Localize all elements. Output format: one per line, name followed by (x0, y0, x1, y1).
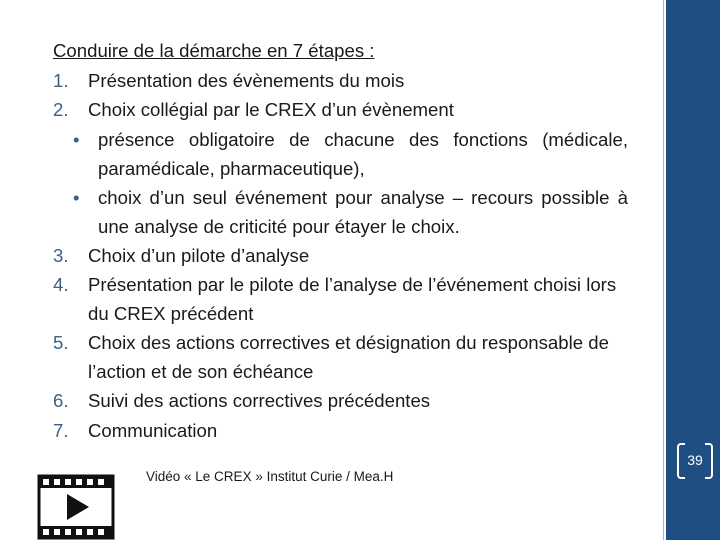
video-film-icon[interactable] (37, 474, 115, 540)
bullet-icon: • (73, 186, 80, 208)
video-caption: Vidéo « Le CREX » Institut Curie / Mea.H (146, 469, 394, 484)
list-item (53, 328, 628, 386)
item-text: Suivi des actions correctives précédentes (88, 390, 431, 411)
bullet-icon: • (73, 128, 80, 150)
list-item (53, 95, 628, 125)
list-item (53, 270, 628, 328)
list-item (53, 416, 628, 446)
item-text: Choix des actions correctives et désignation du responsable de l’action et de son échéance (88, 332, 609, 382)
item-number: 7. (53, 419, 69, 441)
item-number: 6. (53, 390, 69, 411)
page-number (677, 443, 713, 477)
list-item (53, 241, 628, 271)
item-number: 3. (53, 244, 69, 266)
sidebar-divider (663, 0, 664, 540)
sub-item-text: choix d’un seul événement pour analyse – recours possible à une analyse de criticité pour étayer le choix. (98, 186, 628, 237)
list-item (53, 66, 628, 96)
item-number: 2. (53, 99, 69, 120)
sub-list-item (53, 183, 628, 241)
item-text: Choix d’un pilote d’analyse (88, 244, 310, 266)
bracket-right-icon (705, 443, 713, 479)
item-text: Présentation par le pilote de l’analyse de l’événement choisi lors du CREX précédent (88, 274, 617, 324)
item-text: Présentation des évènements du mois (88, 69, 405, 91)
sub-item-text: présence obligatoire de chacune des fonctions (médicale, paramédicale, pharmaceutique), (98, 128, 628, 179)
list-item (53, 386, 628, 416)
sub-list-item (53, 125, 628, 183)
bracket-left-icon (677, 443, 685, 479)
item-number: 5. (53, 332, 69, 353)
item-text: Choix collégial par le CREX d’un évènement (88, 99, 454, 120)
slide-content (53, 36, 628, 445)
slide-heading: Conduire de la démarche en 7 étapes : (53, 40, 375, 61)
item-number: 4. (53, 274, 69, 295)
page-number-text: 39 (687, 452, 703, 468)
item-number: 1. (53, 69, 69, 91)
item-text: Communication (88, 419, 218, 441)
